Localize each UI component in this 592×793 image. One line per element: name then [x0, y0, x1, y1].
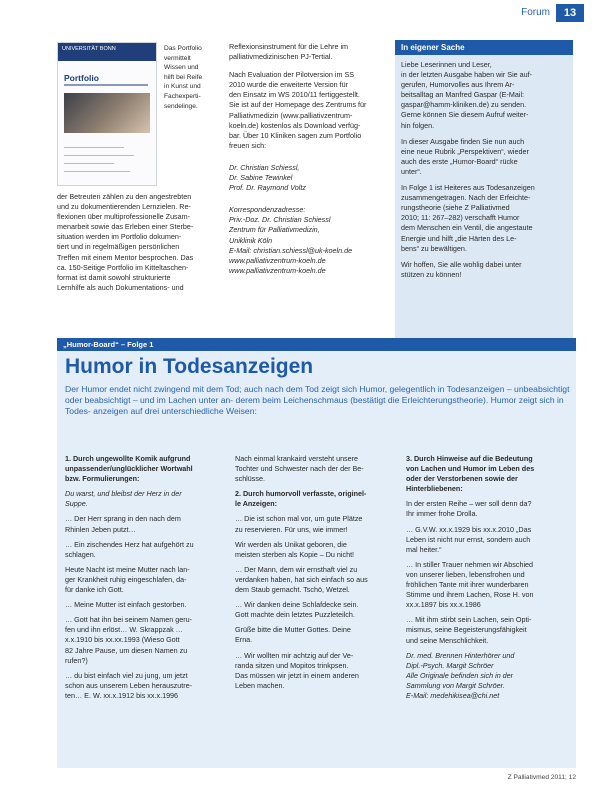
section-label: Forum	[521, 7, 550, 18]
cover-subtitle-rule	[64, 84, 148, 86]
page-footer-citation: Z Palliativmed 2011; 12	[507, 774, 576, 781]
humor-example-line: zu reservieren. Für uns, wie immer!	[235, 524, 348, 534]
humor-example-line: mal heiter.“	[406, 544, 442, 554]
sidebar-text: Liebe Leserinnen und Leser, in der letzten Ausgabe haben wir Sie auf- gerufen, Humorvolles aus Ihrem Ar- beitsalltag an Manfred Gaspar (E-Mail: gaspar@hamm-kliniken.de) zu senden. Gerne können Sie diesem Aufruf weiter- hin folgen. In dieser Ausgabe finden Sie nun auch eine neue Rubrik „Perspektiven“, wieder auch des erste „Humor-Board“ rücke unter“. In Folge 1 ist Heiteres aus Todesanzeigen zusammengetragen. Nach der Erfeichte- rungstheorie (siehe Z Palliativmed 2010; 11: 267–282) verschafft Humor dem Menschen ein Ventil, die angestaute Energie und hilft „die Härten des Le- bens“ zu bewältigen. Wir hoffen, Sie alle wohlig dabei unter stützen zu können!	[401, 60, 535, 279]
article-column-2: Reflexionsinstrument für die Lehre im palliativmedizinischen PJ-Tertial. Nach Evaluation der Pilotversion im SS 2010 wurde die erweiterte Version für den Einsatz im WS 2010/11 fertiggestellt. Sie ist auf der Homepage des Zentrums für Palliativmedizin (www.palliativzentrum- koeln.de) kostenlos als Download verfüg- bar. Über 10 Kliniken sagen zum Portfolio freuen sich: Dr. Christian Schiessl, Dr. Sabine Tewinkel Prof. Dr. Raymond Voltz Korrespondenzadresse: Priv.-Doz. Dr. Christian Schiessl Zentrum für Palliativmedizin, Uniklinik Köln E-Mail: christian.schiessl@uk-koeln.de www.palliativzentrum-koeln.de www.palliativzentrum-koeln.de	[229, 42, 389, 276]
humor-board-title: Humor in Todesanzeigen	[65, 355, 314, 378]
humor-category-heading: 1. Durch ungewollte Komik aufgrund	[65, 454, 191, 463]
humor-example-line: mismus, seine Begeisterungsfähigkeit	[406, 625, 527, 635]
cover-banner	[58, 43, 156, 61]
humor-example-line: … Der Mann, dem wir ernsthaft viel zu	[235, 564, 358, 574]
humor-example-line: Nach einmal krankaird versteht unsere	[235, 454, 359, 463]
cover-title: Portfolio	[64, 73, 99, 83]
humor-category-heading: unpassender/unglücklicher Wortwahl	[65, 464, 193, 474]
humor-example-line: Wir werden als Unikat geboren, die	[235, 539, 347, 549]
humor-example-line: Sammlung von Margit Schröer.	[406, 680, 505, 690]
humor-column-2	[235, 454, 395, 691]
humor-example-line: Leben ist nicht nur ernst, sondern auch	[406, 534, 531, 544]
humor-board-series-label: „Humor-Board“ – Folge 1	[57, 338, 576, 351]
portfolio-cover-image	[57, 42, 157, 186]
humor-category-heading: le Anzeigen:	[235, 499, 278, 509]
humor-example-line: 82 Jahre Pause, um diesen Namen zu	[65, 645, 188, 655]
humor-example-line: … Die ist schon mal vor, um gute Plätze	[235, 514, 363, 524]
humor-example-line: … Wir wollten mir achtzig auf der Ve-	[235, 650, 354, 660]
humor-column-3	[406, 454, 570, 701]
humor-example-line: ger Krankheit ruhig eingeschlafen, da-	[65, 574, 187, 584]
humor-example-line: Das müssen wir jetzt in einem anderen	[235, 670, 359, 680]
humor-example-line: Gott machte dein letztes Puzzleteilch.	[235, 610, 355, 620]
humor-example-line: Heute Nacht ist meine Mutter nach lan-	[65, 564, 190, 574]
humor-example-line: Leben machen.	[235, 680, 285, 690]
humor-example-line: Dipl.-Psych. Margit Schröer	[406, 660, 494, 670]
humor-example-line: … Der Herr sprang in den nach dem	[65, 514, 181, 524]
humor-example-line: x.x.1910 bis xx.xx.1993 (Wieso Gott	[65, 635, 180, 645]
humor-example-line: … Meine Mutter ist einfach gestorben.	[65, 600, 187, 610]
humor-example-line: … Wir danken deine Schlafdecke sein.	[235, 600, 359, 610]
humor-example-line: Tochter und Schwester nach der der Be-	[235, 464, 364, 474]
page-number: 13	[556, 4, 584, 22]
humor-example-line: Alle Originale befinden sich in der	[406, 670, 514, 680]
humor-category-heading: von Lachen und Humor im Leben des	[406, 464, 535, 474]
humor-example-line: Ihr immer frohe Drolla.	[406, 509, 478, 519]
author-name: Dr. Sabine Tewinkel	[229, 173, 293, 183]
author-name: Dr. Christian Schiessl,	[229, 162, 300, 172]
humor-example-line: Rhinlen Jeben putzt…	[65, 524, 136, 534]
humor-example-line: Erna.	[235, 635, 253, 645]
humor-example-line: rufen?)	[65, 655, 88, 665]
humor-example-line: Suppe.	[65, 499, 88, 509]
website-link[interactable]: www.palliativzentrum-koeln.de	[229, 255, 326, 265]
humor-category-heading: oder der Verstorbenen sowie der	[406, 474, 518, 484]
humor-category-heading: 2. Durch humorvoll verfasste, originel-	[235, 489, 367, 499]
humor-column-1	[65, 454, 223, 701]
cover-line	[64, 155, 134, 156]
humor-example-line: E-Mail: medehikisea@chi.net	[406, 690, 500, 700]
humor-example-line: schlagen.	[65, 549, 96, 559]
humor-example-line: Dr. med. Brennen Hinterhörer und	[406, 650, 515, 660]
humor-category-heading: Hinterbliebenen:	[406, 484, 463, 494]
cover-line	[64, 147, 124, 148]
humor-example-line: xx.x.1897 bis xx.x.1986	[406, 600, 481, 610]
humor-example-line: fröhlichen Tante mit ihrer wunderbaren	[406, 580, 529, 590]
humor-example-line: von unserer lieben, lebensfrohen und	[406, 569, 525, 579]
humor-example-line: Grüße bitte die Mutter Gottes. Deine	[235, 625, 351, 635]
humor-example-line: … Gott hat ihn bei seinem Namen geru-	[65, 615, 193, 625]
article-column-1: der Betreuten zählen zu den angestrebten und zu dokumentierenden Lernzielen. Re- flexionen über multiprofessionelle Zusam- menarbeit sowie das Erleben einer Sterbe- situation werden im Portfolio dokumen- tiert und in regelmäßigen persönlichen Treffen mit einem Mentor besprochen. Das ca. 150-Seitige Portfolio im Kitteltaschen- format ist damit sowohl strukturierte Lernhilfe als auch Dokumentations- und	[57, 192, 194, 292]
humor-example-line: … Mit ihm stirbt sein Lachen, sein Opti-	[406, 615, 532, 625]
cover-line	[64, 171, 130, 172]
email-link[interactable]: E-Mail: christian.schiessl@uk-koeln.de	[229, 245, 353, 255]
cover-photo	[64, 93, 150, 133]
humor-board-lead: Der Humor endet nicht zwingend mit dem Tod; auch nach dem Tod zeigt sich Humor, gelegentlich in Todesanzeigen – unbeabsichtigt oder beabsichtigt – und im Lachen unter an- derem beim Leichenschmaus (bestätigt die Erleichterungstheorie). Humor zeigt sich in Todes- anzeigen auf drei unterschiedliche Weisen:	[65, 384, 570, 416]
humor-example-line: schlüsse.	[235, 474, 265, 484]
humor-example-line: meisten sterben als Kopie – Du nicht!	[235, 549, 355, 559]
humor-example-line: verdanken haben, hat sich einfach so aus	[235, 574, 368, 584]
humor-example-line: randa sitzen und Mopitos trinkpsen.	[235, 660, 349, 670]
humor-example-line: Du warst, und bleibst der Herz in der	[65, 489, 182, 499]
website-link[interactable]: www.palliativzentrum-koeln.de	[229, 265, 326, 275]
humor-example-line: fen und ihn erlöst… W. Skrappzak …	[65, 625, 183, 635]
humor-example-line: … du bist einfach viel zu jung, um jetzt	[65, 670, 188, 680]
cover-logo: UNIVERSITÄT BONN	[62, 46, 116, 52]
humor-example-line: … In stiller Trauer nehmen wir Abschied	[406, 559, 534, 569]
humor-example-line: dem Staub gemacht. Tschö, Wetzel.	[235, 585, 350, 595]
humor-category-heading: bzw. Formulierungen:	[65, 474, 140, 484]
humor-example-line: ten… E. W. xx.x.1912 bis xx.x.1996	[65, 690, 179, 700]
humor-board-box	[57, 338, 576, 768]
humor-category-heading: 3. Durch Hinweise auf die Bedeutung	[406, 454, 533, 463]
humor-example-line: … G.V.W. xx.x.1929 bis xx.x.2010 „Das	[406, 524, 532, 534]
humor-example-line: In der ersten Reihe – wer soll denn da?	[406, 499, 532, 509]
humor-example-line: und seine Menschlichkeit.	[406, 635, 489, 645]
cover-caption: Das Portfolio vermittelt Wissen und hilft bei Reife in Kunst und Fachexperti- sendelinge.	[164, 45, 203, 110]
sidebar-title: In eigener Sache	[395, 40, 573, 55]
humor-example-line: für danke ich Gott.	[65, 585, 124, 595]
humor-example-line: … Ein zischendes Herz hat aufgehört zu	[65, 539, 194, 549]
humor-example-line: Stimme und ihrem Lachen, Rose H. von	[406, 590, 534, 600]
cover-line	[64, 163, 114, 164]
author-name: Prof. Dr. Raymond Voltz	[229, 183, 306, 193]
humor-example-line: schon aus unserem Leben herauszutre-	[65, 680, 193, 690]
